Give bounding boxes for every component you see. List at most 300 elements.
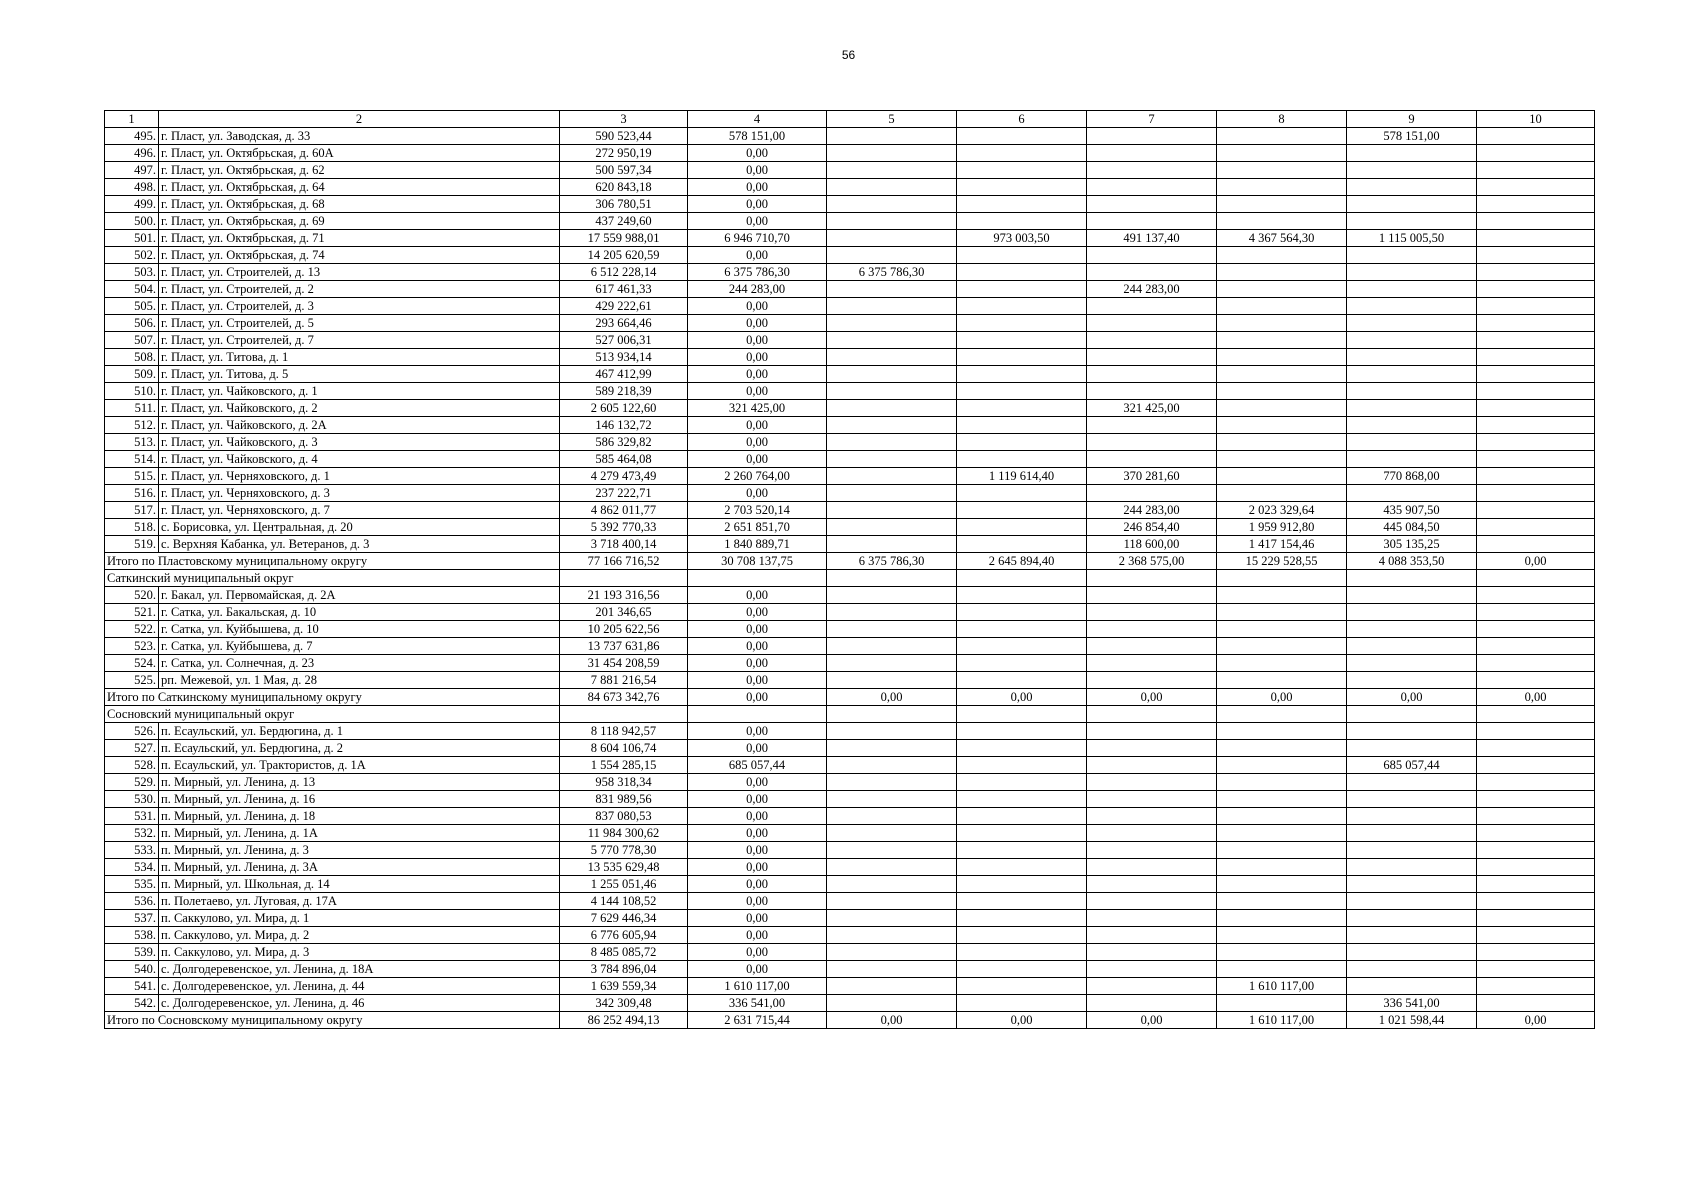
value-cell [1477, 621, 1595, 638]
value-cell [827, 638, 957, 655]
value-cell [827, 978, 957, 995]
value-cell [1477, 893, 1595, 910]
value-cell: 1 255 051,46 [560, 876, 688, 893]
value-cell [957, 162, 1087, 179]
value-cell: 831 989,56 [560, 791, 688, 808]
table-row [105, 417, 1595, 434]
address-cell: г. Пласт, ул. Чайковского, д. 2А [159, 417, 560, 434]
value-cell: 0,00 [688, 740, 827, 757]
table-row [105, 774, 1595, 791]
value-cell [827, 842, 957, 859]
row-number-cell: 497. [105, 162, 159, 179]
value-cell [1087, 723, 1217, 740]
value-cell: 4 367 564,30 [1217, 230, 1347, 247]
address-cell: г. Пласт, ул. Чайковского, д. 1 [159, 383, 560, 400]
total-value-cell: 0,00 [688, 689, 827, 706]
value-cell: 6 946 710,70 [688, 230, 827, 247]
value-cell [827, 145, 957, 162]
value-cell [1217, 434, 1347, 451]
total-value-cell: 0,00 [957, 1012, 1087, 1029]
value-cell [1217, 995, 1347, 1012]
value-cell [827, 332, 957, 349]
value-cell [1347, 859, 1477, 876]
value-cell [957, 859, 1087, 876]
value-cell: 370 281,60 [1087, 468, 1217, 485]
address-cell: г. Пласт, ул. Строителей, д. 5 [159, 315, 560, 332]
value-cell [1217, 621, 1347, 638]
value-cell [1347, 451, 1477, 468]
value-cell [1217, 740, 1347, 757]
value-cell: 578 151,00 [1347, 128, 1477, 145]
value-cell [1347, 604, 1477, 621]
row-number-cell: 508. [105, 349, 159, 366]
value-cell [827, 757, 957, 774]
table-row [105, 740, 1595, 757]
value-cell: 585 464,08 [560, 451, 688, 468]
value-cell [827, 298, 957, 315]
value-cell [827, 400, 957, 417]
value-cell: 4 862 011,77 [560, 502, 688, 519]
row-number-cell: 519. [105, 536, 159, 553]
value-cell: 246 854,40 [1087, 519, 1217, 536]
value-cell [957, 791, 1087, 808]
value-cell [1477, 519, 1595, 536]
empty-cell [1347, 706, 1477, 723]
empty-cell [1477, 570, 1595, 587]
value-cell [1477, 961, 1595, 978]
row-number-cell: 512. [105, 417, 159, 434]
value-cell [827, 468, 957, 485]
value-cell [1087, 332, 1217, 349]
value-cell [1347, 383, 1477, 400]
table-row [105, 893, 1595, 910]
value-cell [1217, 723, 1347, 740]
row-number-cell: 518. [105, 519, 159, 536]
value-cell: 0,00 [688, 196, 827, 213]
value-cell [1347, 196, 1477, 213]
value-cell: 305 135,25 [1347, 536, 1477, 553]
value-cell [1347, 298, 1477, 315]
value-cell [1347, 808, 1477, 825]
row-number-cell: 526. [105, 723, 159, 740]
table-row [105, 587, 1595, 604]
value-cell [1347, 621, 1477, 638]
value-cell [1477, 281, 1595, 298]
empty-cell [957, 570, 1087, 587]
value-cell [827, 791, 957, 808]
total-label-cell: Итого по Сосновскому муниципальному округу [105, 1012, 560, 1029]
value-cell [827, 230, 957, 247]
row-number-cell: 532. [105, 825, 159, 842]
address-cell: г. Пласт, ул. Октябрьская, д. 69 [159, 213, 560, 230]
value-cell: 237 222,71 [560, 485, 688, 502]
value-cell [957, 315, 1087, 332]
total-value-cell: 6 375 786,30 [827, 553, 957, 570]
address-cell: рп. Межевой, ул. 1 Мая, д. 28 [159, 672, 560, 689]
value-cell [827, 621, 957, 638]
table-row [105, 791, 1595, 808]
value-cell [827, 349, 957, 366]
value-cell [1347, 417, 1477, 434]
value-cell: 201 346,65 [560, 604, 688, 621]
table-row [105, 145, 1595, 162]
value-cell: 620 843,18 [560, 179, 688, 196]
value-cell [1477, 927, 1595, 944]
value-cell [1477, 808, 1595, 825]
value-cell [827, 893, 957, 910]
total-label-cell: Итого по Саткинскому муниципальному округу [105, 689, 560, 706]
address-cell: г. Пласт, ул. Строителей, д. 3 [159, 298, 560, 315]
value-cell: 0,00 [688, 961, 827, 978]
table-row [105, 808, 1595, 825]
table-row [105, 179, 1595, 196]
value-cell [1347, 162, 1477, 179]
row-number-cell: 500. [105, 213, 159, 230]
value-cell [1477, 179, 1595, 196]
address-cell: п. Саккулово, ул. Мира, д. 3 [159, 944, 560, 961]
value-cell [1477, 434, 1595, 451]
value-cell: 13 737 631,86 [560, 638, 688, 655]
value-cell: 6 512 228,14 [560, 264, 688, 281]
value-cell: 31 454 208,59 [560, 655, 688, 672]
row-number-cell: 523. [105, 638, 159, 655]
address-cell: г. Пласт, ул. Строителей, д. 7 [159, 332, 560, 349]
value-cell [1477, 485, 1595, 502]
empty-cell [688, 706, 827, 723]
value-cell [957, 927, 1087, 944]
total-value-cell: 86 252 494,13 [560, 1012, 688, 1029]
table-row [105, 400, 1595, 417]
table-row [105, 468, 1595, 485]
value-cell [1477, 332, 1595, 349]
value-cell [1217, 774, 1347, 791]
row-number-cell: 520. [105, 587, 159, 604]
value-cell [827, 162, 957, 179]
address-cell: п. Есаульский, ул. Трактористов, д. 1А [159, 757, 560, 774]
row-number-cell: 514. [105, 451, 159, 468]
value-cell [1217, 281, 1347, 298]
row-number-cell: 503. [105, 264, 159, 281]
value-cell [1477, 723, 1595, 740]
value-cell [1347, 587, 1477, 604]
address-cell: г. Пласт, ул. Чайковского, д. 4 [159, 451, 560, 468]
total-value-cell: 84 673 342,76 [560, 689, 688, 706]
value-cell [957, 485, 1087, 502]
value-cell: 0,00 [688, 332, 827, 349]
address-cell: г. Бакал, ул. Первомайская, д. 2А [159, 587, 560, 604]
value-cell [957, 944, 1087, 961]
value-cell: 4 279 473,49 [560, 468, 688, 485]
address-cell: с. Борисовка, ул. Центральная, д. 20 [159, 519, 560, 536]
column-header: 7 [1087, 111, 1217, 128]
table-row [105, 927, 1595, 944]
table-row [105, 655, 1595, 672]
value-cell [1087, 910, 1217, 927]
value-cell [1087, 298, 1217, 315]
row-number-cell: 525. [105, 672, 159, 689]
value-cell [827, 672, 957, 689]
address-cell: г. Пласт, ул. Чайковского, д. 3 [159, 434, 560, 451]
value-cell [1477, 298, 1595, 315]
value-cell [957, 366, 1087, 383]
value-cell [1477, 876, 1595, 893]
value-cell: 2 260 764,00 [688, 468, 827, 485]
table-row [105, 995, 1595, 1012]
value-cell [957, 876, 1087, 893]
value-cell [1217, 162, 1347, 179]
value-cell [957, 502, 1087, 519]
column-header: 8 [1217, 111, 1347, 128]
address-cell: г. Сатка, ул. Куйбышева, д. 7 [159, 638, 560, 655]
column-header: 2 [159, 111, 560, 128]
value-cell [1347, 213, 1477, 230]
address-cell: г. Пласт, ул. Заводская, д. 33 [159, 128, 560, 145]
table-row [105, 978, 1595, 995]
value-cell [1477, 383, 1595, 400]
section-label-cell: Саткинский муниципальный округ [105, 570, 560, 587]
value-cell: 3 784 896,04 [560, 961, 688, 978]
value-cell [1217, 315, 1347, 332]
value-cell: 0,00 [688, 621, 827, 638]
value-cell [827, 434, 957, 451]
column-header: 4 [688, 111, 827, 128]
value-cell: 513 934,14 [560, 349, 688, 366]
address-cell: с. Верхняя Кабанка, ул. Ветеранов, д. 3 [159, 536, 560, 553]
value-cell: 321 425,00 [1087, 400, 1217, 417]
table-row [105, 349, 1595, 366]
value-cell: 500 597,34 [560, 162, 688, 179]
address-cell: п. Мирный, ул. Школьная, д. 14 [159, 876, 560, 893]
value-cell [1087, 757, 1217, 774]
value-cell [1087, 162, 1217, 179]
value-cell [957, 961, 1087, 978]
value-cell [1477, 145, 1595, 162]
value-cell: 437 249,60 [560, 213, 688, 230]
value-cell [1217, 485, 1347, 502]
value-cell: 0,00 [688, 842, 827, 859]
row-number-cell: 539. [105, 944, 159, 961]
value-cell [1087, 179, 1217, 196]
value-cell [1347, 179, 1477, 196]
value-cell: 445 084,50 [1347, 519, 1477, 536]
address-cell: с. Долгодеревенское, ул. Ленина, д. 46 [159, 995, 560, 1012]
value-cell: 1 417 154,46 [1217, 536, 1347, 553]
value-cell [957, 995, 1087, 1012]
address-cell: г. Пласт, ул. Октябрьская, д. 68 [159, 196, 560, 213]
total-value-cell: 15 229 528,55 [1217, 553, 1347, 570]
value-cell: 0,00 [688, 417, 827, 434]
value-cell [1477, 468, 1595, 485]
value-cell: 770 868,00 [1347, 468, 1477, 485]
address-cell: г. Пласт, ул. Чайковского, д. 2 [159, 400, 560, 417]
value-cell: 0,00 [688, 723, 827, 740]
value-cell: 0,00 [688, 298, 827, 315]
value-cell: 13 535 629,48 [560, 859, 688, 876]
value-cell [957, 145, 1087, 162]
value-cell [1087, 196, 1217, 213]
value-cell [1217, 417, 1347, 434]
value-cell: 10 205 622,56 [560, 621, 688, 638]
value-cell [957, 417, 1087, 434]
value-cell [827, 910, 957, 927]
value-cell: 0,00 [688, 808, 827, 825]
value-cell [1217, 672, 1347, 689]
empty-cell [827, 706, 957, 723]
address-cell: г. Сатка, ул. Куйбышева, д. 10 [159, 621, 560, 638]
value-cell [827, 927, 957, 944]
total-row [105, 553, 1595, 570]
value-cell: 0,00 [688, 791, 827, 808]
value-cell [827, 961, 957, 978]
value-cell [1087, 587, 1217, 604]
address-cell: г. Пласт, ул. Строителей, д. 2 [159, 281, 560, 298]
value-cell [1087, 485, 1217, 502]
total-value-cell: 0,00 [1477, 689, 1595, 706]
value-cell: 0,00 [688, 672, 827, 689]
value-cell [1087, 128, 1217, 145]
value-cell [827, 502, 957, 519]
row-number-cell: 529. [105, 774, 159, 791]
value-cell: 0,00 [688, 910, 827, 927]
value-cell [827, 179, 957, 196]
value-cell: 0,00 [688, 213, 827, 230]
table-row [105, 247, 1595, 264]
row-number-cell: 542. [105, 995, 159, 1012]
address-cell: п. Мирный, ул. Ленина, д. 16 [159, 791, 560, 808]
value-cell [1087, 315, 1217, 332]
row-number-cell: 496. [105, 145, 159, 162]
value-cell [1087, 417, 1217, 434]
value-cell [1347, 247, 1477, 264]
value-cell [827, 366, 957, 383]
value-cell [827, 281, 957, 298]
total-value-cell: 0,00 [1477, 553, 1595, 570]
value-cell [1087, 893, 1217, 910]
page-number: 56 [841, 48, 856, 62]
value-cell [1087, 740, 1217, 757]
row-number-cell: 511. [105, 400, 159, 417]
value-cell: 0,00 [688, 349, 827, 366]
value-cell: 0,00 [688, 451, 827, 468]
value-cell: 0,00 [688, 604, 827, 621]
value-cell: 589 218,39 [560, 383, 688, 400]
value-cell [1217, 859, 1347, 876]
column-header: 10 [1477, 111, 1595, 128]
value-cell [957, 179, 1087, 196]
row-number-cell: 506. [105, 315, 159, 332]
empty-cell [560, 706, 688, 723]
row-number-cell: 499. [105, 196, 159, 213]
value-cell [827, 315, 957, 332]
value-cell [957, 434, 1087, 451]
value-cell [1477, 757, 1595, 774]
value-cell: 973 003,50 [957, 230, 1087, 247]
value-cell [1217, 961, 1347, 978]
value-cell [1347, 655, 1477, 672]
value-cell: 342 309,48 [560, 995, 688, 1012]
value-cell: 8 604 106,74 [560, 740, 688, 757]
value-cell [1217, 128, 1347, 145]
value-cell: 0,00 [688, 638, 827, 655]
total-value-cell: 4 088 353,50 [1347, 553, 1477, 570]
table-row [105, 723, 1595, 740]
value-cell [1217, 876, 1347, 893]
row-number-cell: 535. [105, 876, 159, 893]
table-row [105, 230, 1595, 247]
value-cell: 244 283,00 [1087, 281, 1217, 298]
total-row [105, 1012, 1595, 1029]
value-cell [1087, 808, 1217, 825]
value-cell [957, 910, 1087, 927]
total-value-cell: 30 708 137,75 [688, 553, 827, 570]
value-cell [957, 672, 1087, 689]
total-value-cell: 0,00 [957, 689, 1087, 706]
value-cell [1217, 825, 1347, 842]
total-value-cell: 0,00 [1347, 689, 1477, 706]
total-value-cell: 0,00 [1087, 689, 1217, 706]
table-row [105, 451, 1595, 468]
value-cell: 578 151,00 [688, 128, 827, 145]
value-cell [827, 196, 957, 213]
value-cell [1087, 638, 1217, 655]
row-number-cell: 501. [105, 230, 159, 247]
value-cell [1347, 145, 1477, 162]
value-cell [1217, 196, 1347, 213]
value-cell [1087, 383, 1217, 400]
value-cell [1477, 672, 1595, 689]
value-cell [1217, 808, 1347, 825]
value-cell: 7 881 216,54 [560, 672, 688, 689]
address-cell: п. Мирный, ул. Ленина, д. 18 [159, 808, 560, 825]
value-cell [1087, 978, 1217, 995]
value-cell: 6 375 786,30 [827, 264, 957, 281]
value-cell: 837 080,53 [560, 808, 688, 825]
value-cell [1477, 774, 1595, 791]
value-cell [957, 536, 1087, 553]
value-cell [957, 332, 1087, 349]
row-number-cell: 524. [105, 655, 159, 672]
value-cell [827, 587, 957, 604]
value-cell [1217, 366, 1347, 383]
value-cell: 2 651 851,70 [688, 519, 827, 536]
value-cell [957, 264, 1087, 281]
value-cell [1217, 587, 1347, 604]
row-number-cell: 538. [105, 927, 159, 944]
value-cell: 2 605 122,60 [560, 400, 688, 417]
value-cell [957, 757, 1087, 774]
table-row [105, 961, 1595, 978]
value-cell [1087, 944, 1217, 961]
empty-cell [957, 706, 1087, 723]
value-cell [1217, 468, 1347, 485]
table-row [105, 519, 1595, 536]
value-cell [1217, 400, 1347, 417]
value-cell [1477, 944, 1595, 961]
value-cell [1217, 791, 1347, 808]
table-row [105, 383, 1595, 400]
value-cell: 586 329,82 [560, 434, 688, 451]
value-cell [1347, 791, 1477, 808]
value-cell [827, 995, 957, 1012]
value-cell [957, 383, 1087, 400]
total-row [105, 689, 1595, 706]
row-number-cell: 510. [105, 383, 159, 400]
value-cell: 3 718 400,14 [560, 536, 688, 553]
value-cell [1087, 995, 1217, 1012]
value-cell [1217, 145, 1347, 162]
value-cell: 0,00 [688, 927, 827, 944]
value-cell: 0,00 [688, 179, 827, 196]
